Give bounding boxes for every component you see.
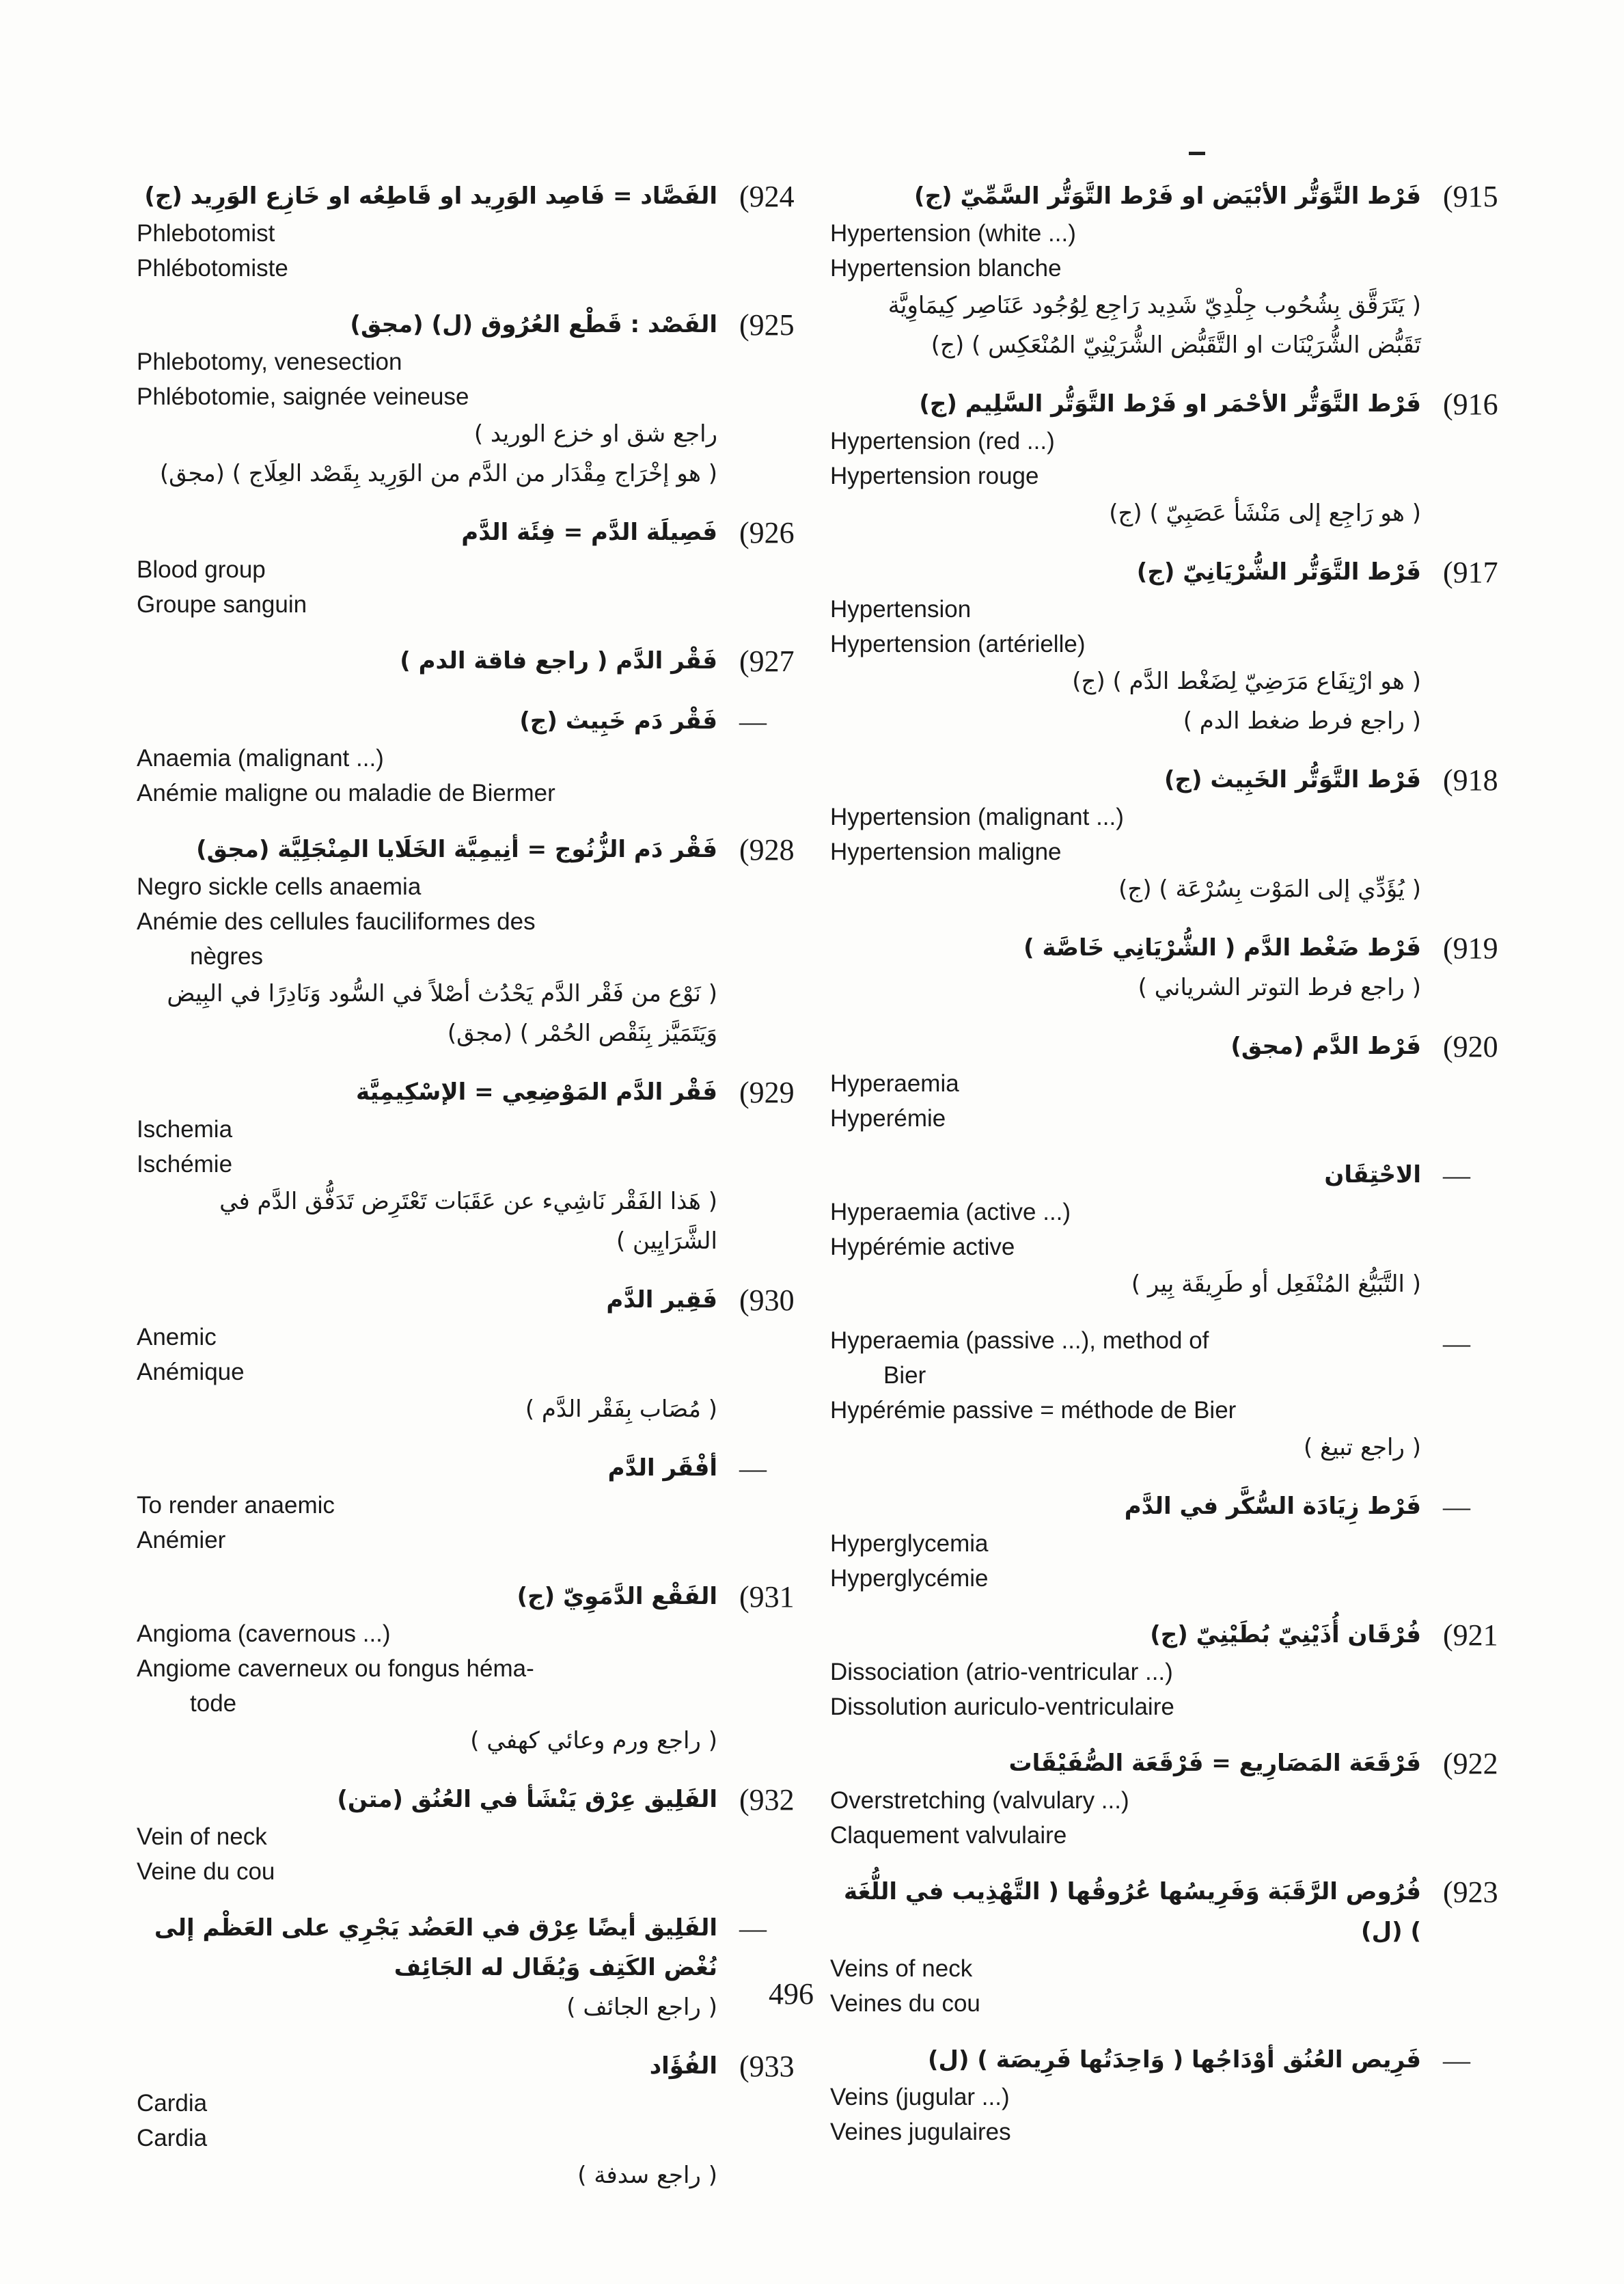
dictionary-entry xyxy=(830,176,1524,365)
arabic-term: فَقْر دَم الزُّنُوج = أنِيمِيَّة الخَلَايا المِنْجَلِيَّة (مجق) xyxy=(196,836,717,863)
arabic-term: فَقْر دَم خَبِيث (ج) xyxy=(519,707,717,735)
translation-line: Phlébotomiste xyxy=(137,255,288,282)
translation-line: Overstretching (valvulary ...) xyxy=(830,1787,1129,1814)
dictionary-entry xyxy=(830,2040,1524,2149)
translation-line: To render anaemic xyxy=(137,1492,335,1519)
entry-number: (921 xyxy=(1443,1618,1498,1652)
translation-line: Hyperémie xyxy=(830,1105,946,1132)
arabic-term: فَرِيص العُنُق أوْدَاجُها ( وَاحِدَتُها فَرِيصَة ) (ل) xyxy=(927,2046,1421,2074)
page-marker-dash xyxy=(1189,152,1205,155)
arabic-note: ( هو إخْرَاج مِقْدَار من الدَّم من الوَرِيد بِقَصْد العِلَاج ) (مجق) xyxy=(159,460,717,487)
translation-line: Blood group xyxy=(137,556,266,583)
translation-line: Veins of neck xyxy=(830,1955,973,1982)
translation-line: Anémie des cellules fauciliformes des xyxy=(137,908,536,935)
arabic-note: ( راجع سدفة ) xyxy=(577,2162,717,2189)
translation-line: Hypertension (red ...) xyxy=(830,428,1055,454)
translation-line: Angioma (cavernous ...) xyxy=(137,1620,391,1647)
entry-number: — xyxy=(1443,1491,1470,1522)
translation-line: Vein of neck xyxy=(137,1823,267,1850)
translation-line: Negro sickle cells anaemia xyxy=(137,873,422,900)
entry-number: (925 xyxy=(739,308,795,342)
translation-line: Hypertension (white ...) xyxy=(830,220,1076,247)
arabic-note: ( هَذا الفَقْر نَاشِيء عن عَقَبَات تَعْتَرِض تَدَفُّق الدَّم في الشَّرَايِين ) xyxy=(219,1188,717,1255)
entry-number: — xyxy=(1443,1328,1470,1359)
entry-number: (932 xyxy=(739,1783,795,1817)
arabic-note: ( راجع فرط التوتر الشرياني ) xyxy=(1138,974,1421,1001)
entry-number: (920 xyxy=(1443,1030,1498,1063)
entry-number: (916 xyxy=(1443,388,1498,421)
translation-line: Hyperglycémie xyxy=(830,1565,989,1592)
dictionary-entry xyxy=(137,176,820,286)
dictionary-entry xyxy=(137,1577,820,1760)
dictionary-entry xyxy=(137,641,820,682)
arabic-term: الفَلِيق أيضًا عِرْق في العَضُد يَجْرِي على العَظْم إلى نُغْض الكَتِف وَيُقَال له الجَائِف xyxy=(154,1914,717,1981)
arabic-term: الاحْتِقَان xyxy=(1324,1161,1421,1188)
translation-line: Phlebotomy, venesection xyxy=(137,349,402,375)
dictionary-entry xyxy=(830,1486,1524,1596)
arabic-term: فُرُوص الرَّقَبَة وَفَرِيسُها عُرُوقُها ( التَّهْذِيب في اللُّغَة ) (ل) xyxy=(843,1878,1421,1945)
arabic-note: ( راجع فرط ضغط الدم ) xyxy=(1183,707,1421,735)
arabic-term: أفْقَر الدَّم xyxy=(607,1454,717,1482)
arabic-term: فُرْقَان أُذَيْنِيّ بُطَيْنِيّ (ج) xyxy=(1150,1621,1421,1648)
arabic-term: الفَلِيق عِرْق يَنْشَأ في العُنُق (متن) xyxy=(337,1786,717,1813)
entry-number: — xyxy=(1443,1160,1470,1191)
dictionary-entry xyxy=(830,552,1524,741)
arabic-note: ( يَتَرَقَّق بِشُحُوب جِلْدِيّ شَدِيد رَاجِع لِوُجُود عَنَاصِر كِيمَاوِيَّة تَقَبُّض الشُّرَيْنَات او التَّقَبُّض الشُّرَيْنِيّ المُنْعَكِس ) (ج) xyxy=(887,292,1421,359)
entry-number: (919 xyxy=(1443,932,1498,965)
translation-line: Anémique xyxy=(137,1359,245,1385)
arabic-term: الفُؤَاد xyxy=(649,2052,717,2080)
dictionary-entry xyxy=(137,830,820,1053)
dictionary-entry xyxy=(830,928,1524,1007)
left-column xyxy=(137,176,820,2214)
translation-line: Bier xyxy=(883,1362,926,1389)
translation-line: Phlébotomie, saignée veineuse xyxy=(137,383,469,410)
arabic-term: فَرْط زِيَادَة السُّكَّر في الدَّم xyxy=(1124,1493,1421,1520)
translation-line: Hypertension rouge xyxy=(830,463,1039,489)
dictionary-entry xyxy=(137,1280,820,1429)
arabic-note: ( راجع تبيغ ) xyxy=(1303,1434,1421,1461)
arabic-term: فَرْط التَّوَتُّر الشُّرْيَانِيّ (ج) xyxy=(1136,558,1421,586)
arabic-term: فَرْقَعَة المَصَارِيع = فَرْقَعَة الصُّفَيْقَات xyxy=(1008,1750,1421,1777)
arabic-note: ( يُؤَدِّي إلى المَوْت بِسُرْعَة ) (ج) xyxy=(1118,875,1421,903)
translation-line: tode xyxy=(190,1690,237,1717)
arabic-term: فَرْط التَّوَتُّر الأحْمَر او فَرْط التَّوَتُّر السَّلِيم (ج) xyxy=(919,390,1421,418)
dictionary-entry xyxy=(137,701,820,811)
entry-number: (933 xyxy=(739,2050,795,2083)
entry-number: (930 xyxy=(739,1283,795,1317)
translation-line: Groupe sanguin xyxy=(137,591,307,618)
dictionary-entry xyxy=(830,1743,1524,1853)
arabic-note: ( راجع الجائف ) xyxy=(566,1994,717,2021)
entry-number: (923 xyxy=(1443,1875,1498,1909)
entry-number: — xyxy=(739,1913,767,1944)
translation-line: Hypertension (malignant ...) xyxy=(830,804,1124,830)
arabic-note: ( راجع ورم وعائي كهفي ) xyxy=(470,1727,717,1754)
right-column xyxy=(830,176,1524,2169)
translation-line: Anémier xyxy=(137,1527,226,1553)
entry-number: — xyxy=(739,706,767,737)
dictionary-entry xyxy=(137,305,820,493)
translation-line: Cardia xyxy=(137,2090,208,2117)
entry-number: (926 xyxy=(739,516,795,549)
arabic-term: الفَقْع الدَّمَوِيّ (ج) xyxy=(517,1583,717,1610)
arabic-note: راجع شق او خزع الوريد ) xyxy=(473,420,717,448)
arabic-note: ( هو رَاجِع إلى مَنْشَأ عَصَبِيّ ) (ج) xyxy=(1109,500,1421,527)
arabic-term: فَرْط الدَّم (مجق) xyxy=(1230,1033,1421,1060)
translation-line: Hyperaemia (active ...) xyxy=(830,1199,1071,1225)
translation-line: Veins (jugular ...) xyxy=(830,2084,1010,2110)
dictionary-entry xyxy=(137,513,820,622)
dictionary-entry xyxy=(137,1908,820,2027)
translation-line: Veines jugulaires xyxy=(830,2119,1011,2145)
translation-line: Hyperaemia (passive ...), method of xyxy=(830,1327,1209,1354)
translation-line: Hyperglycemia xyxy=(830,1530,989,1557)
translation-line: Anémie maligne ou maladie de Biermer xyxy=(137,780,555,806)
arabic-term: الفَصْد : قَطْع العُرُوق (ل) (مجق) xyxy=(350,311,717,338)
translation-line: Anemic xyxy=(137,1324,217,1350)
arabic-term: الفَصَّاد = فَاصِد الوَرِيد او قَاطِعُه او خَازِع الوَرِيد (ج) xyxy=(144,182,717,210)
dictionary-entry xyxy=(137,1072,820,1261)
translation-line: Hypérémie passive = méthode de Bier xyxy=(830,1397,1237,1424)
entry-number: (924 xyxy=(739,180,795,213)
entry-number: — xyxy=(739,1453,767,1484)
dictionary-entry xyxy=(830,384,1524,533)
dictionary-entry xyxy=(137,1780,820,1889)
arabic-term: فَقِير الدَّم xyxy=(606,1286,717,1314)
entry-number: (917 xyxy=(1443,556,1498,589)
arabic-note: ( مُصَاب بِفَقْر الدَّم ) xyxy=(525,1396,717,1423)
entry-number: (922 xyxy=(1443,1747,1498,1780)
entry-number: (929 xyxy=(739,1076,795,1109)
arabic-note: ( نَوْع من فَقْر الدَّم يَحْدُث أصْلاً في السُّود وَنَادِرًا في البِيض وَيَتَمَيَّز بِنَقْص الحُمْر ) (مجق) xyxy=(167,980,717,1047)
translation-line: Hyperaemia xyxy=(830,1070,959,1097)
translation-line: Hypérémie active xyxy=(830,1234,1015,1260)
translation-line: Hypertension xyxy=(830,596,972,623)
entry-number: — xyxy=(1443,2045,1470,2076)
translation-line: Ischemia xyxy=(137,1116,233,1143)
arabic-note: ( هو ارْتِفَاع مَرَضِيّ لِضَغْط الدَّم ) (ج) xyxy=(1072,668,1421,695)
translation-line: Claquement valvulaire xyxy=(830,1822,1067,1849)
translation-line: Dissolution auriculo-ventriculaire xyxy=(830,1694,1174,1720)
translation-line: Anaemia (malignant ...) xyxy=(137,745,384,772)
arabic-term: فَصِيلَة الدَّم = فِئَة الدَّم xyxy=(461,519,717,546)
arabic-term: فَقْر الدَّم ( راجع فاقة الدم ) xyxy=(400,647,717,675)
arabic-term: فَقْر الدَّم المَوْضِعِي = الإسْكِيمِيَّة xyxy=(355,1078,717,1106)
dictionary-entry xyxy=(830,1027,1524,1136)
translation-line: Phlebotomist xyxy=(137,220,275,247)
dictionary-entry xyxy=(137,1448,820,1558)
dictionary-entry xyxy=(830,1872,1524,2021)
translation-line: Hypertension maligne xyxy=(830,839,1062,865)
dictionary-entry xyxy=(137,2046,820,2195)
translation-line: Ischémie xyxy=(137,1151,233,1178)
translation-line: Hypertension (artérielle) xyxy=(830,631,1086,657)
arabic-term: فَرْط التَّوَتُّر الخَبِيث (ج) xyxy=(1164,766,1421,793)
arabic-term: فَرْط التَّوَتُّر الأبْيَض او فَرْط التَّوَتُّر السَّمِّيّ (ج) xyxy=(914,182,1421,210)
translation-line: Hypertension blanche xyxy=(830,255,1062,282)
entry-number: (918 xyxy=(1443,763,1498,797)
arabic-note: ( التَّبَيُّغ المُنْفَعِل أو طَرِيقَة بِير ) xyxy=(1131,1270,1421,1298)
translation-line: Veines du cou xyxy=(830,1990,980,2017)
dictionary-entry xyxy=(830,1323,1524,1467)
entry-number: (931 xyxy=(739,1580,795,1614)
entry-number: (927 xyxy=(739,644,795,678)
dictionary-entry xyxy=(830,1615,1524,1724)
page-number: 496 xyxy=(769,1977,814,2011)
arabic-term: فَرْط ضَغْط الدَّم ( الشُّرْيَانِي خَاصَّة ) xyxy=(1023,934,1421,962)
translation-line: nègres xyxy=(190,943,264,970)
dictionary-entry xyxy=(830,1155,1524,1304)
translation-line: Dissociation (atrio-ventricular ...) xyxy=(830,1659,1173,1685)
entry-number: (915 xyxy=(1443,180,1498,213)
translation-line: Cardia xyxy=(137,2125,208,2151)
entry-number: (928 xyxy=(739,833,795,867)
translation-line: Veine du cou xyxy=(137,1858,275,1885)
translation-line: Angiome caverneux ou fongus héma- xyxy=(137,1655,534,1682)
dictionary-entry xyxy=(830,760,1524,909)
